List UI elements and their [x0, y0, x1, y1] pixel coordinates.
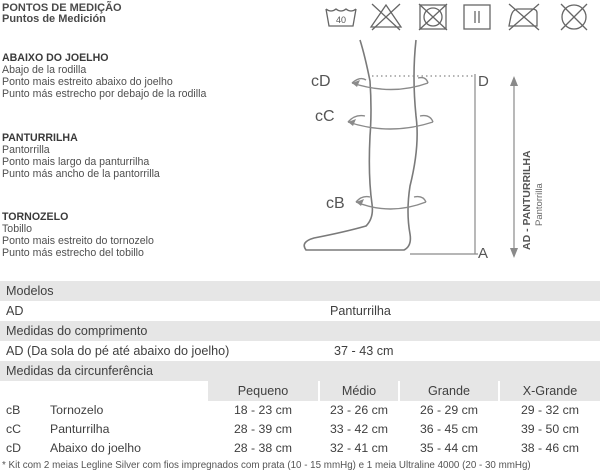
table-cell: 33 - 42 cm [329, 422, 389, 436]
row-name: Abaixo do joelho [50, 441, 141, 455]
dimension-label: AD - PANTURRILHA [521, 150, 533, 250]
no-bleach-icon [371, 4, 401, 30]
svg-text:40: 40 [335, 15, 347, 25]
section-desc-pt: Ponto mais largo da panturrilha [2, 156, 150, 168]
section-desc-es: Punto más estrecho por debajo de la rodilla [2, 88, 207, 100]
table-cell: 38 - 46 cm [520, 441, 580, 455]
no-dry-clean-icon [561, 4, 587, 30]
size-header: Médio [320, 381, 398, 401]
table-cell: 29 - 32 cm [520, 403, 580, 417]
page-title: PONTOS DE MEDIÇÃO [2, 2, 122, 14]
row-name: Tornozelo [50, 403, 104, 417]
length-row-label: AD (Da sola do pé até abaixo do joelho) [6, 344, 230, 358]
models-label: Modelos [6, 284, 54, 298]
page-subtitle: Puntos de Medición [2, 13, 106, 25]
section-title: ABAIXO DO JOELHO [2, 52, 109, 64]
table-cell: 32 - 41 cm [329, 441, 389, 455]
label-D: D [478, 73, 489, 90]
model-name: Panturrilha [330, 304, 391, 318]
section-desc-pt: Ponto mais estreito do tornozelo [2, 235, 154, 247]
circ-header-row [0, 361, 600, 381]
line-dry-icon [464, 5, 490, 29]
length-row-value: 37 - 43 cm [334, 344, 394, 358]
length-header-row [0, 321, 600, 341]
table-cell: 18 - 23 cm [233, 403, 293, 417]
dimension-sub-label: Pantorrilla [534, 183, 545, 226]
row-name: Panturrilha [50, 422, 110, 436]
label-cB: cB [326, 195, 345, 212]
label-cD: cD [311, 73, 331, 90]
section-title-es: Abajo de la rodilla [2, 64, 87, 76]
section-desc-pt: Ponto mais estreito abaixo do joelho [2, 76, 173, 88]
length-label: Medidas do comprimento [6, 324, 148, 338]
table-cell: 39 - 50 cm [520, 422, 580, 436]
row-code: cC [6, 422, 22, 436]
leg-diagram [300, 36, 560, 266]
label-cC: cC [315, 108, 335, 125]
row-code: cD [6, 441, 22, 455]
cd-arrow [352, 83, 428, 90]
table-cell: 23 - 26 cm [329, 403, 389, 417]
section-below-knee [2, 52, 206, 100]
cc-arrow [348, 122, 433, 129]
table-cell: 28 - 39 cm [233, 422, 293, 436]
models-header-row [0, 281, 600, 301]
section-title: TORNOZELO [2, 211, 69, 223]
footnote: * Kit com 2 meias Legline Silver com fios impregnados com prata (10 - 15 mmHg) e 1 meia Ultraline 4000 (20 - 30 mmHg) [2, 460, 531, 471]
size-header: X-Grande [500, 381, 600, 401]
circ-label: Medidas da circunferência [6, 364, 154, 378]
section-calf [2, 132, 160, 180]
section-ankle [2, 211, 154, 259]
table-cell: 36 - 45 cm [419, 422, 479, 436]
length-row [0, 341, 600, 361]
section-desc-es: Punto más estrecho del tobillo [2, 247, 144, 259]
section-title-es: Tobillo [2, 223, 33, 235]
row-code: cB [6, 403, 21, 417]
section-title-es: Pantorrilla [2, 144, 50, 156]
leg-outline [304, 40, 417, 250]
care-icons [322, 2, 600, 32]
model-code: AD [6, 304, 24, 318]
size-header: Grande [400, 381, 498, 401]
section-desc-es: Punto más ancho de la pantorrilla [2, 168, 160, 180]
no-tumble-dry-icon [419, 4, 447, 30]
wash-40-icon [326, 9, 356, 26]
table-cell: 26 - 29 cm [419, 403, 479, 417]
section-title: PANTURRILHA [2, 132, 78, 144]
no-iron-icon [509, 4, 539, 30]
size-header: Pequeno [208, 381, 318, 401]
model-row [0, 301, 600, 321]
table-cell: 35 - 44 cm [419, 441, 479, 455]
label-A: A [478, 245, 489, 262]
table-cell: 28 - 38 cm [233, 441, 293, 455]
cb-arrow [356, 202, 426, 209]
